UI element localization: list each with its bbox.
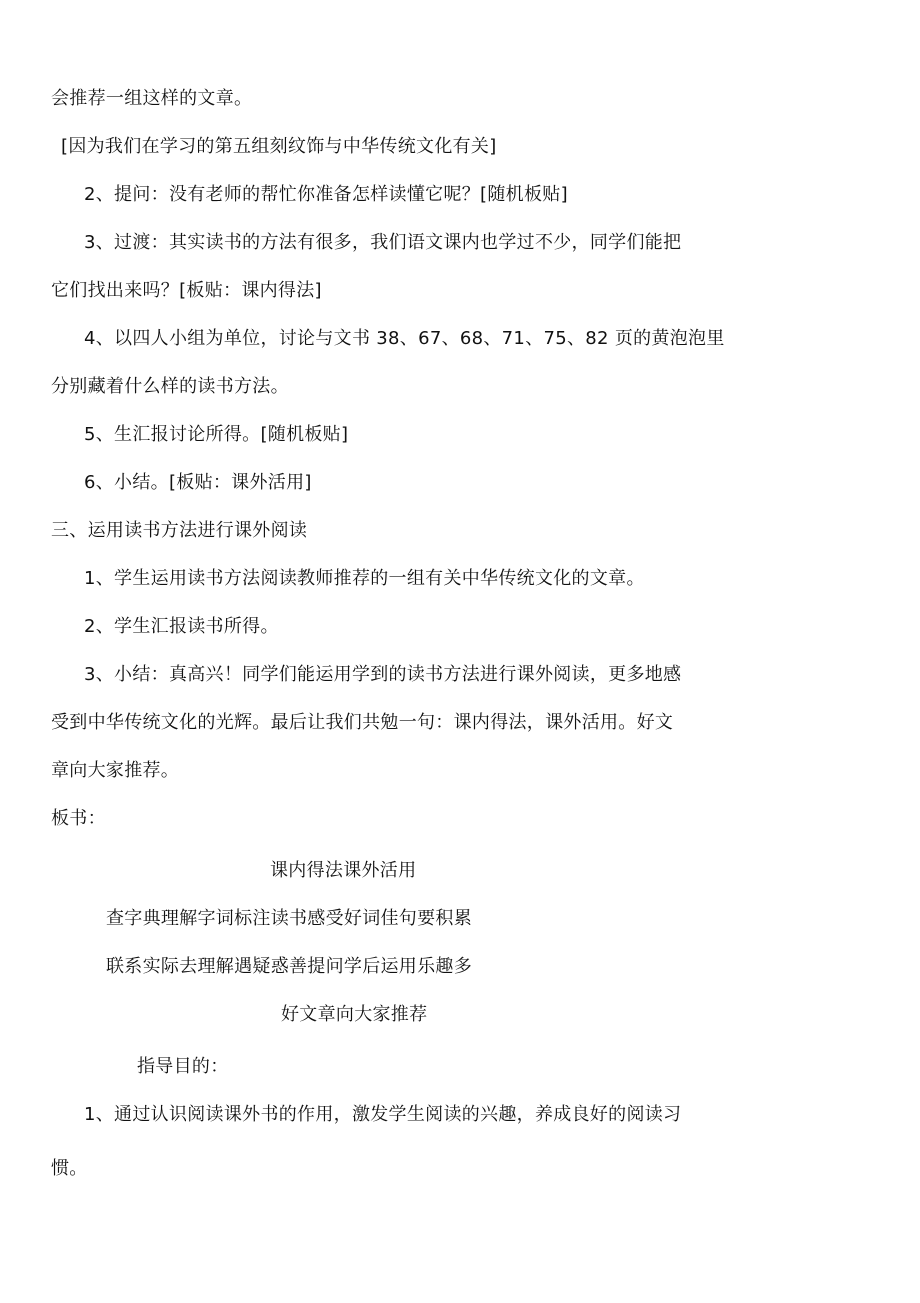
text-line-sec3-item-3-end: 章向大家推荐。 [51, 760, 180, 781]
section-heading-3: 三、运用读书方法进行课外阅读 [51, 520, 308, 541]
text-line-sec3-item-3: 3、小结：真高兴！同学们能运用学到的读书方法进行课外阅读，更多地感 [84, 664, 682, 685]
text-line-step-6-summary: 6、小结。[板贴：课外活用] [84, 472, 312, 493]
blackboard-row-2: 联系实际去理解遇疑惑善提问学后运用乐趣多 [106, 956, 472, 977]
text-line-reason: [因为我们在学习的第五组刻纹饰与中华传统文化有关] [61, 136, 497, 157]
blackboard-footer: 好文章向大家推荐 [281, 1004, 428, 1025]
guidance-purpose-heading: 指导目的： [137, 1056, 229, 1077]
guidance-item-1: 1、通过认识阅读课外书的作用，激发学生阅读的兴趣，养成良好的阅读习 [84, 1104, 682, 1125]
text-line-sec3-item-1: 1、学生运用读书方法阅读教师推荐的一组有关中华传统文化的文章。 [84, 568, 645, 589]
text-line-step-5-report: 5、生汇报讨论所得。[随机板贴] [84, 424, 349, 445]
text-line-step-4-discussion: 4、以四人小组为单位，讨论与文书 38、67、68、71、75、82 页的黄泡泡里 [84, 328, 725, 349]
text-line-sec3-item-3-cont: 受到中华传统文化的光辉。最后让我们共勉一句：课内得法，课外活用。好文 [51, 712, 674, 733]
text-line-step-2-question: 2、提问：没有老师的帮忙你准备怎样读懂它呢？[随机板贴] [84, 184, 568, 205]
blackboard-row-1: 查字典理解字词标注读书感受好词佳句要积累 [106, 908, 472, 929]
blackboard-label: 板书： [51, 808, 106, 829]
blackboard-title: 课内得法课外活用 [270, 860, 417, 881]
text-line-step-3-cont: 它们找出来吗？[板贴：课内得法] [51, 280, 322, 301]
text-line-step-3-transition: 3、过渡：其实读书的方法有很多，我们语文课内也学过不少，同学们能把 [84, 232, 682, 253]
text-line-continuation: 会推荐一组这样的文章。 [51, 88, 253, 109]
text-line-step-4-cont: 分别藏着什么样的读书方法。 [51, 376, 289, 397]
text-line-sec3-item-2: 2、学生汇报读书所得。 [84, 616, 279, 637]
guidance-item-1-cont: 惯。 [51, 1158, 88, 1179]
